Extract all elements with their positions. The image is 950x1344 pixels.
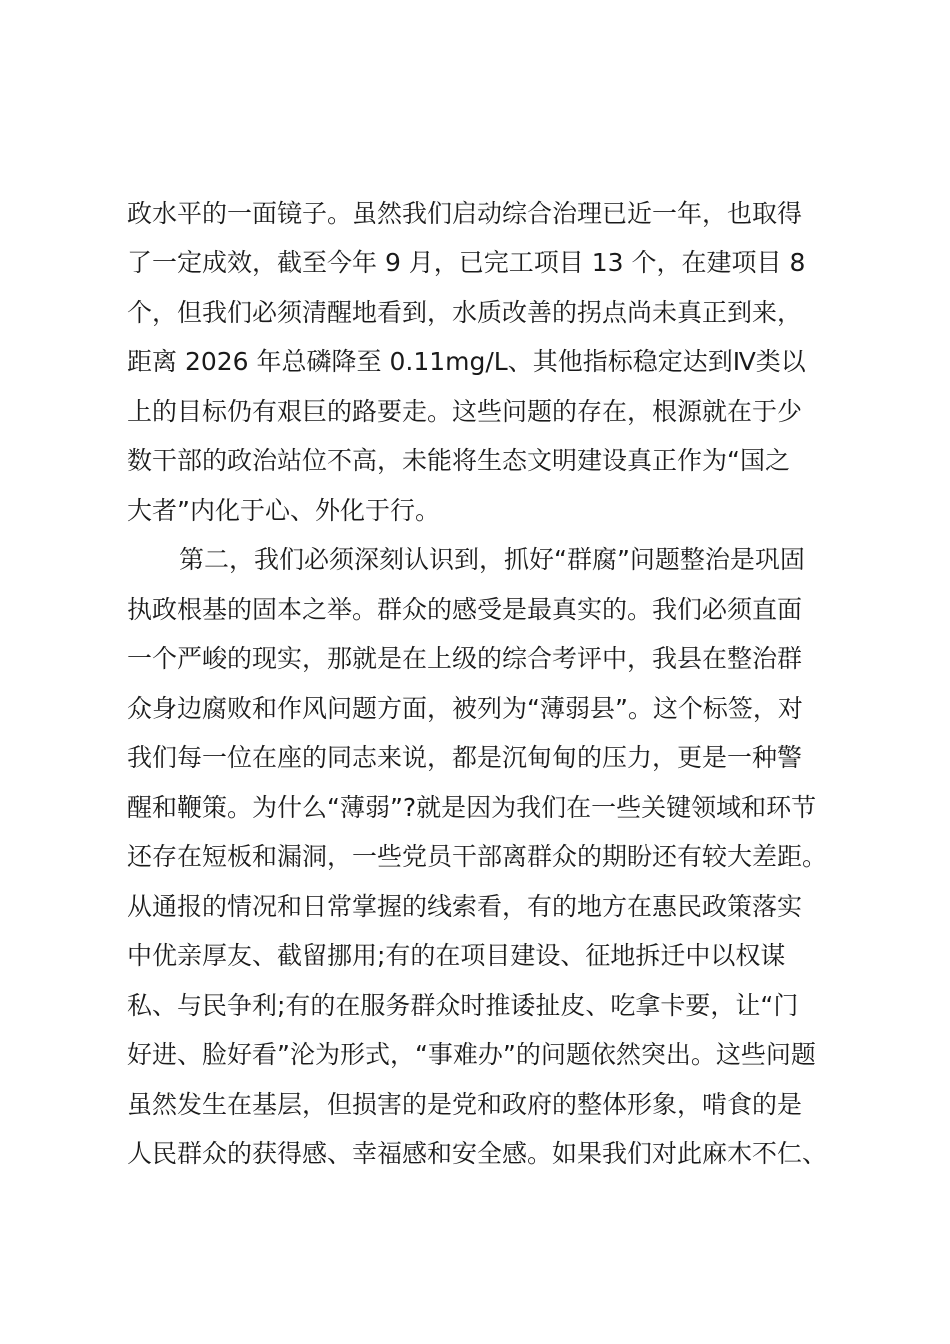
text-line: 执政根基的固本之举。群众的感受是最真实的。我们必须直面 (127, 595, 803, 624)
text-line: 人民群众的获得感、幸福感和安全感。如果我们对此麻木不仁、 (127, 1139, 828, 1168)
text-line: 虽然发生在基层，但损害的是党和政府的整体形象，啃食的是 (127, 1090, 803, 1119)
text-line: 数干部的政治站位不高，未能将生态文明建设真正作为“国之 (127, 446, 790, 475)
text-line: 我们每一位在座的同志来说，都是沉甸甸的压力，更是一种警 (127, 743, 803, 772)
text-line: 上的目标仍有艰巨的路要走。这些问题的存在，根源就在于少 (127, 397, 803, 426)
text-line: 还存在短板和漏洞，一些党员干部离群众的期盼还有较大差距。 (127, 842, 828, 871)
text-line: 距离 2026 年总磷降至 0.11mg/L、其他指标稳定达到Ⅳ类以 (127, 347, 806, 376)
text-line: 众身边腐败和作风问题方面，被列为“薄弱县”。这个标签，对 (127, 694, 803, 723)
text-line: 醒和鞭策。为什么“薄弱”?就是因为我们在一些关键领域和环节 (127, 793, 817, 822)
text-line: 从通报的情况和日常掌握的线索看，有的地方在惠民政策落实 (127, 892, 803, 921)
text-line: 了一定成效，截至今年 9 月，已完工项目 13 个，在建项目 8 (127, 248, 806, 277)
text-line: 个，但我们必须清醒地看到，水质改善的拐点尚未真正到来， (127, 298, 803, 327)
text-line: 中优亲厚友、截留挪用;有的在项目建设、征地拆迁中以权谋 (127, 941, 786, 970)
text-line: 一个严峻的现实，那就是在上级的综合考评中，我县在整治群 (127, 644, 803, 673)
paragraph-start-line: 第二，我们必须深刻认识到，抓好“群腐”问题整治是巩固 (179, 545, 805, 574)
text-line: 政水平的一面镜子。虽然我们启动综合治理已近一年，也取得 (127, 199, 803, 228)
text-line: 大者”内化于心、外化于行。 (127, 496, 440, 525)
text-line: 好进、脸好看”沦为形式，“事难办”的问题依然突出。这些问题 (127, 1040, 816, 1069)
text-line: 私、与民争利;有的在服务群众时推诿扯皮、吃拿卡要，让“门 (127, 991, 799, 1020)
